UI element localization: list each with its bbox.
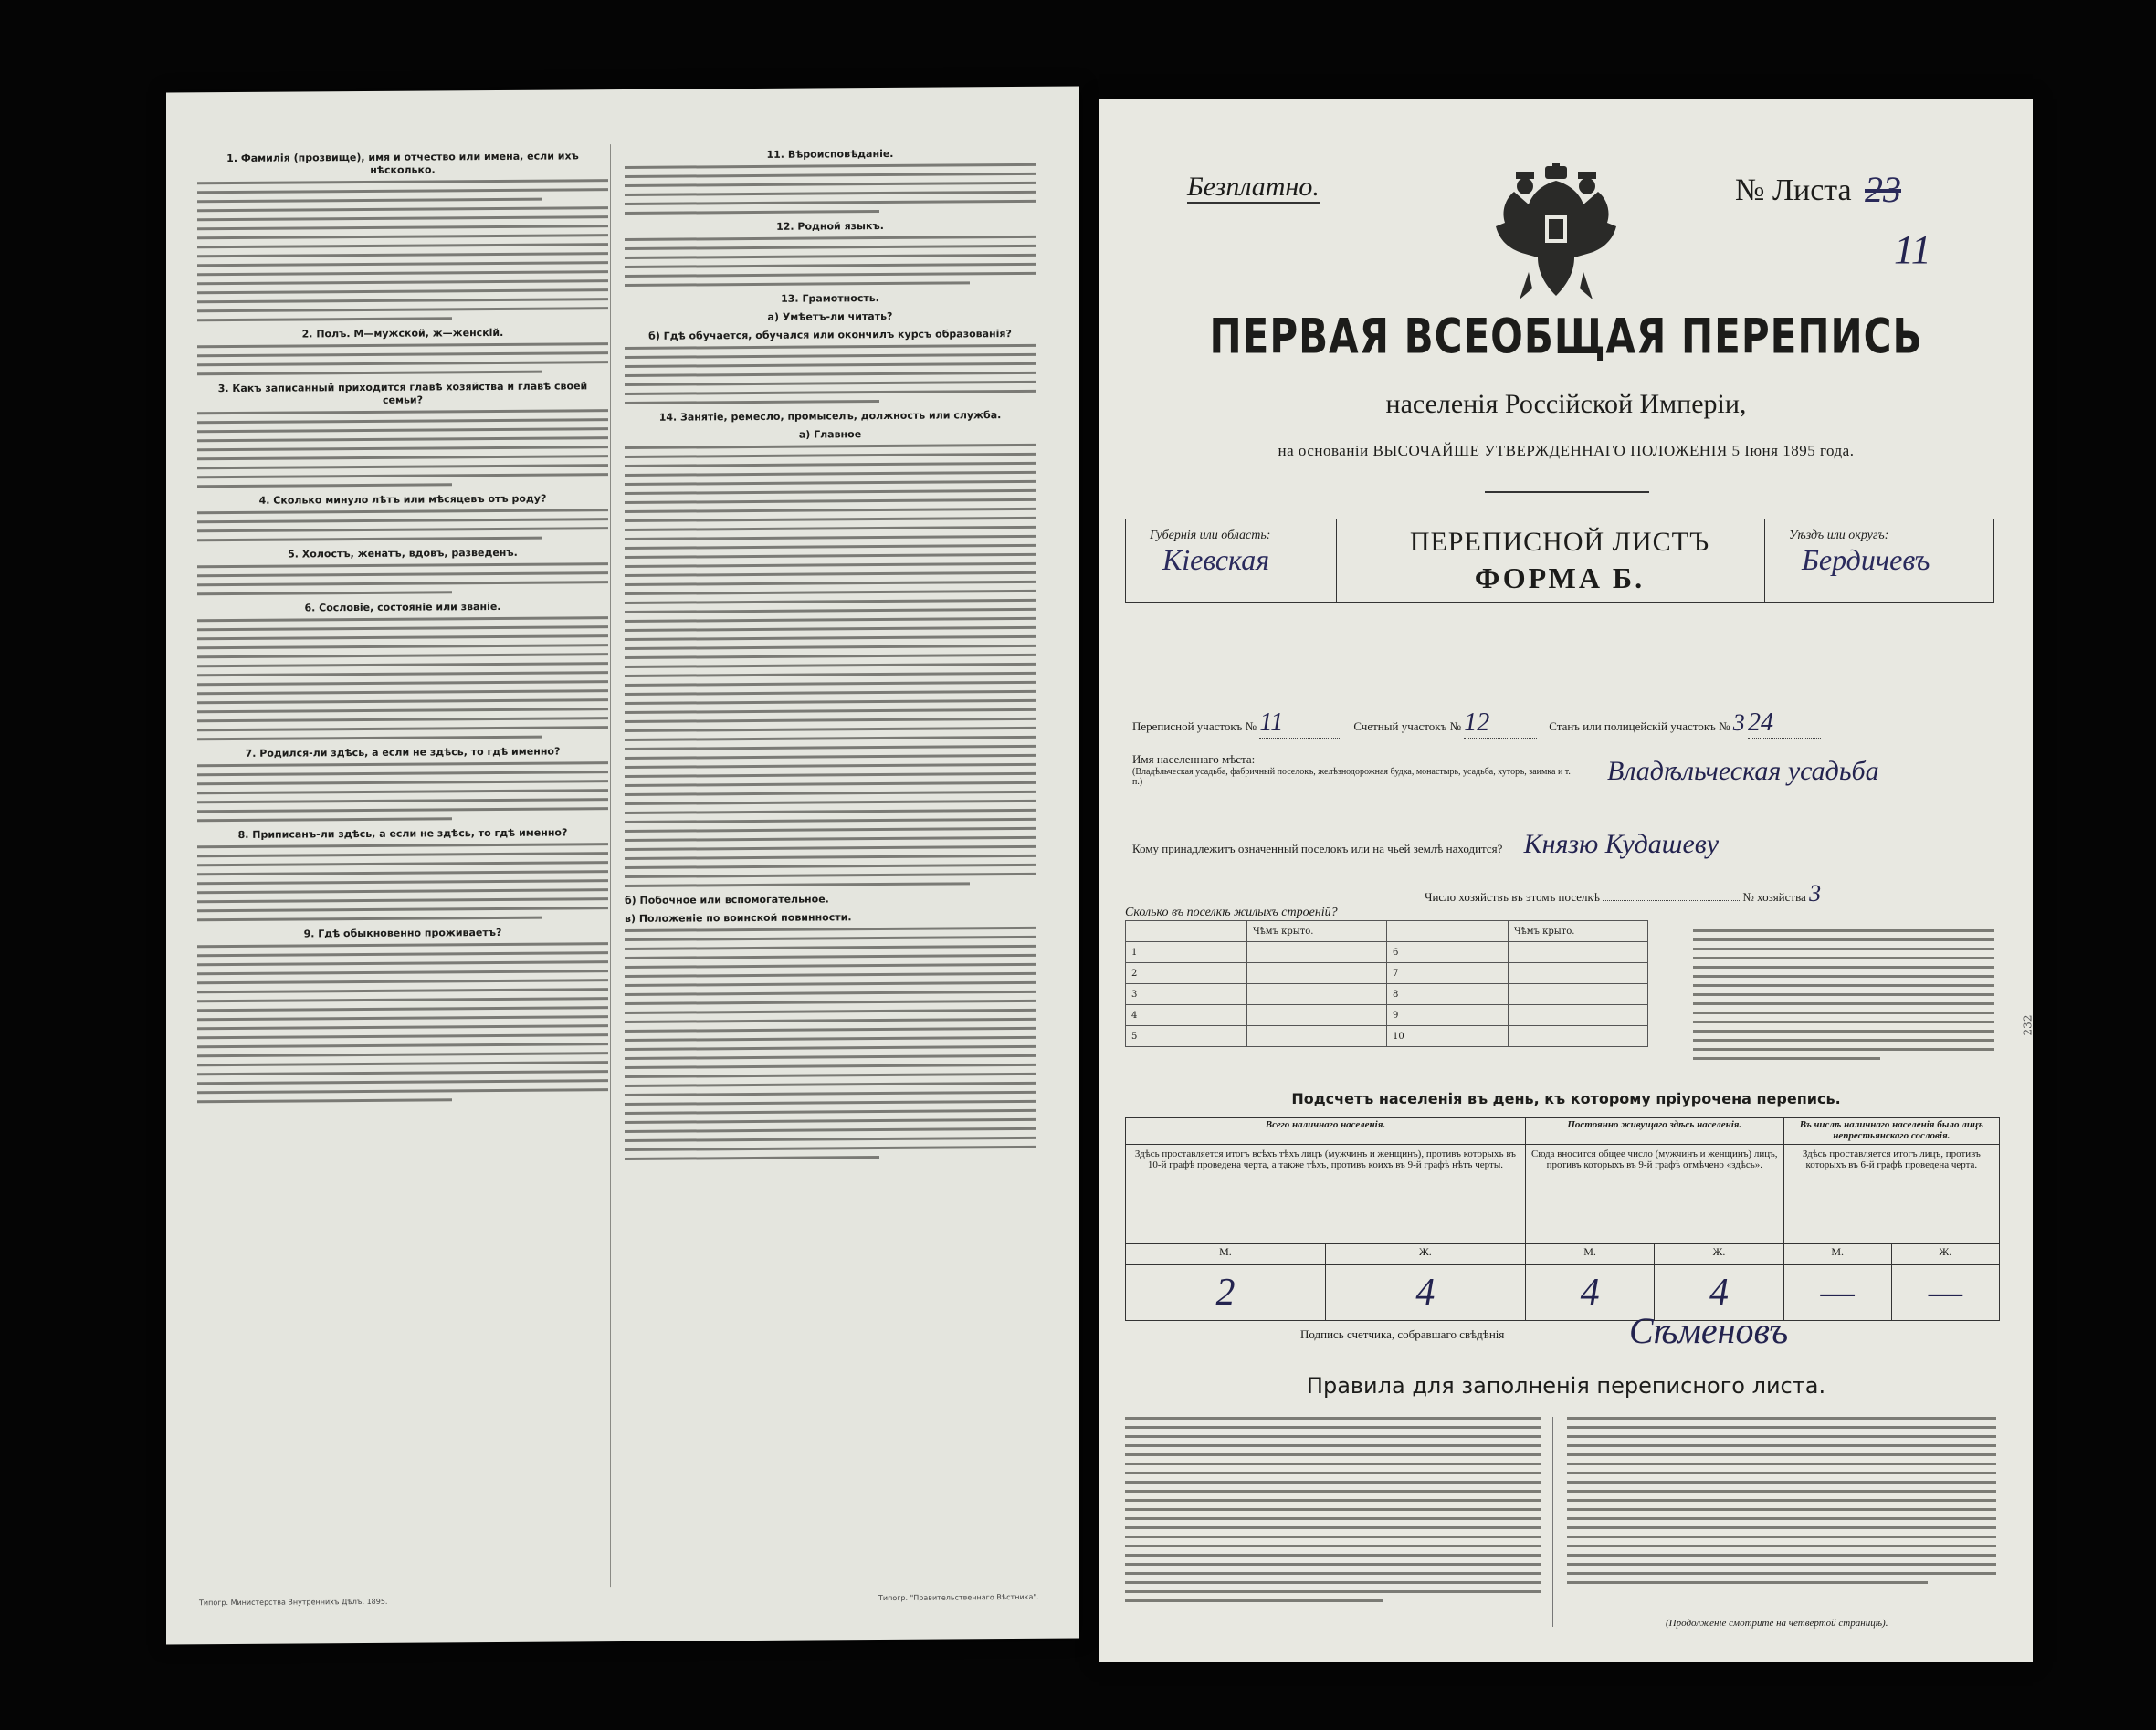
section-body	[197, 409, 608, 488]
column-divider	[610, 144, 611, 1587]
section-heading: 3. Какъ записанный приходится главѣ хозяйства и главѣ своей семьи?	[217, 380, 588, 406]
continuation-note: (Продолженіе смотрите на четвертой страницѣ).	[1666, 1618, 1888, 1629]
section-subheading: б) Побочное или вспомогательное.	[625, 893, 829, 907]
row-number: 6	[1387, 942, 1509, 963]
row-number: 5	[1126, 1026, 1247, 1047]
uezd-handwritten: Бердичевъ	[1802, 543, 1930, 576]
section-body	[197, 509, 608, 541]
section-heading: 1. Фамилія (прозвище), имя и отчество или имена, если ихъ нѣсколько.	[226, 150, 579, 176]
section-body	[197, 562, 608, 595]
gubernia-label: Губернія или область:	[1150, 529, 1271, 542]
dwellings-table	[1125, 920, 1673, 1075]
section-body	[197, 179, 608, 321]
row-number: 3	[1126, 984, 1247, 1005]
signature-handwritten: Сѣменовъ	[1629, 1310, 1789, 1351]
left-column-1	[197, 144, 608, 1110]
gubernia-cell	[1126, 519, 1337, 602]
counting-area-handwritten: 12	[1464, 708, 1537, 739]
owner-label: Кому принадлежитъ означенный поселокъ или на чьей землѣ находится?	[1132, 842, 1503, 855]
population-table	[1125, 1117, 2000, 1318]
areas-row	[1132, 708, 2000, 739]
census-area-label: Переписной участокъ №	[1132, 719, 1257, 733]
row-number: 10	[1387, 1026, 1509, 1047]
police-area-handwritten: 3	[1732, 709, 1745, 736]
section-body	[625, 236, 1036, 287]
population-value: 2	[1126, 1265, 1326, 1321]
section-body	[625, 163, 1036, 215]
settlement-row	[1132, 752, 2000, 787]
section-heading: 13. Грамотность.	[781, 292, 879, 305]
table-header: Чѣмъ крыто.	[1509, 921, 1648, 942]
uezd-label: Уѣздъ или округъ:	[1789, 529, 1889, 542]
table-header: Чѣмъ крыто.	[1247, 921, 1387, 942]
column-description: Здѣсь проставляется итогъ лицъ, противъ которыхъ въ 6-й графѣ проведена черта.	[1783, 1145, 1999, 1244]
owner-handwritten: Князю Кудашеву	[1523, 829, 1720, 859]
margin-note: 232	[2021, 1014, 2035, 1036]
section-heading: 5. Холостъ, женатъ, вдовъ, разведенъ.	[288, 546, 518, 561]
census-subtitle: населенія Россійской Имперіи,	[1385, 389, 1747, 419]
legal-basis: на основаніи ВЫСОЧАЙШЕ УТВЕРЖДЕННАГО ПОЛОЖЕНІЯ 5 Іюня 1895 года.	[1278, 442, 1855, 459]
row-number: 7	[1387, 963, 1509, 984]
form-title: ПЕРЕПИСНОЙ ЛИСТЪ	[1409, 527, 1710, 557]
row-number: 9	[1387, 1005, 1509, 1026]
sex-label: Ж.	[1655, 1244, 1783, 1265]
table-row	[1126, 1005, 1648, 1026]
police-area-label: Станъ или полицейскій участокъ №	[1549, 719, 1730, 733]
census-area-handwritten: 11	[1259, 708, 1341, 739]
list-number-label: № Листа	[1735, 173, 1852, 207]
gubernia-handwritten: Кіевская	[1162, 543, 1270, 576]
form-subtitle: ФОРМА Б.	[1474, 561, 1646, 594]
section-heading: 6. Сословіе, состояніе или званіе.	[304, 600, 501, 614]
population-count-title: Подсчетъ населенія въ день, къ которому пріурочена перепись.	[1291, 1090, 1841, 1107]
free-label: Безплатно.	[1187, 172, 1320, 202]
list-number-handwritten: 11	[1894, 227, 1931, 272]
row-number: 8	[1387, 984, 1509, 1005]
section-body	[197, 616, 608, 740]
table-header: Въ числѣ наличнаго населенія было лицъ непрестьянскаго сословія.	[1783, 1118, 1999, 1145]
population-value: 4	[1525, 1265, 1654, 1321]
table-row	[1126, 1026, 1648, 1047]
table-header: Всего наличнаго населенія.	[1126, 1118, 1526, 1145]
section-body	[197, 843, 608, 921]
counting-area-label: Счетный участокъ №	[1353, 719, 1461, 733]
table-row	[1126, 963, 1648, 984]
population-value: —	[1783, 1265, 1891, 1321]
section-body	[625, 344, 1036, 404]
section-body	[197, 342, 608, 375]
section-heading: 14. Занятіе, ремесло, промыселъ, должность или служба.	[658, 409, 1002, 424]
household-number-label: № хозяйства	[1742, 890, 1806, 904]
dwellings-label: Сколько въ поселкѣ жилыхъ строеній?	[1125, 906, 1338, 919]
owner-row	[1132, 829, 2000, 860]
section-heading: 8. Приписанъ-ли здѣсь, а если не здѣсь, то гдѣ именно?	[237, 826, 568, 841]
table-header: Постоянно живущаго здѣсь населенія.	[1525, 1118, 1783, 1145]
rules-column-1	[1125, 1417, 1541, 1609]
rules-title: Правила для заполненія переписного листа.	[1306, 1373, 1826, 1399]
row-number: 4	[1126, 1005, 1247, 1026]
double-headed-eagle-emblem	[1492, 163, 1620, 305]
police-area-handwritten-2: 24	[1748, 708, 1821, 739]
row-number: 2	[1126, 963, 1247, 984]
section-heading: 11. Вѣроисповѣданіе.	[766, 147, 894, 161]
population-value: 4	[1655, 1265, 1783, 1321]
household-number-handwritten: 3	[1809, 880, 1822, 907]
section-heading: 2. Полъ. М—мужской, ж—женскій.	[301, 326, 504, 341]
printer-footer: Типогр. "Правительственнаго Вѣстника".	[878, 1592, 1039, 1603]
section-heading: 4. Сколько минуло лѣтъ или мѣсяцевъ отъ роду?	[258, 492, 547, 507]
signature-label: Подпись счетчика, собравшаго свѣдѣнія	[1300, 1327, 1505, 1341]
census-title: ПЕРВАЯ ВСЕОБЩАЯ ПЕРЕПИСЬ	[1209, 308, 1923, 365]
list-number-struck: 23	[1865, 169, 1901, 210]
left-page	[166, 87, 1079, 1645]
table-note	[1693, 929, 1994, 1066]
sex-label: М.	[1525, 1244, 1654, 1265]
population-value: 4	[1325, 1265, 1525, 1321]
section-subheading: б) Гдѣ обучается, обучался или окончилъ курсъ образованія?	[648, 328, 1012, 342]
section-body	[625, 444, 1036, 887]
section-subheading: в) Положеніе по воинской повинности.	[625, 911, 852, 925]
form-header-box	[1125, 519, 1994, 603]
sex-label: М.	[1126, 1244, 1326, 1265]
table-row	[1126, 984, 1648, 1005]
sex-label: Ж.	[1325, 1244, 1525, 1265]
right-page	[1099, 99, 2033, 1662]
section-body	[197, 761, 608, 822]
sex-label: Ж.	[1891, 1244, 1999, 1265]
section-subheading: а) Главное	[798, 428, 862, 441]
section-body	[197, 942, 608, 1103]
population-value: —	[1891, 1265, 1999, 1321]
printer-footer: Типогр. Министерства Внутреннихъ Дѣлъ, 1895.	[199, 1597, 388, 1608]
column-description: Здѣсь проставляется итогъ всѣхъ тѣхъ лицъ (мужчинъ и женщинъ), противъ которыхъ въ 10-й графѣ проведена черта, а также тѣхъ, противъ коихъ въ 9-й графѣ нѣтъ черты.	[1126, 1145, 1526, 1244]
settlement-label: Имя населеннаго мѣста:	[1132, 752, 1256, 766]
section-heading: 7. Родился-ли здѣсь, а если не здѣсь, то гдѣ именно?	[245, 745, 561, 760]
sex-label: М.	[1783, 1244, 1891, 1265]
households-label: Число хозяйствъ въ этомъ поселкѣ	[1425, 890, 1600, 904]
section-body	[625, 927, 1036, 1160]
left-column-2	[625, 142, 1036, 1168]
uezd-cell	[1764, 519, 1993, 602]
section-heading: 12. Родной языкъ.	[776, 220, 884, 233]
section-heading: 9. Гдѣ обыкновенно проживаетъ?	[303, 926, 502, 940]
settlement-types: (Владѣльческая усадьба, фабричный поселокъ, желѣзнодорожная будка, монастырь, усадьба, хуторъ, заимка и т. п.)	[1132, 767, 1571, 787]
section-subheading: а) Умѣетъ-ли читать?	[767, 309, 893, 323]
column-divider	[1552, 1417, 1553, 1627]
rules-column-2	[1567, 1417, 1996, 1590]
households-row	[1132, 880, 2000, 907]
table-row	[1126, 942, 1648, 963]
settlement-handwritten: Владѣльческая усадьба	[1607, 756, 1879, 786]
row-number: 1	[1126, 942, 1247, 963]
column-description: Сюда вносится общее число (мужчинъ и женщинъ) лицъ, противъ которыхъ въ 9-й графѣ отмѣчено «здѣсь».	[1525, 1145, 1783, 1244]
title-divider	[1485, 491, 1649, 493]
